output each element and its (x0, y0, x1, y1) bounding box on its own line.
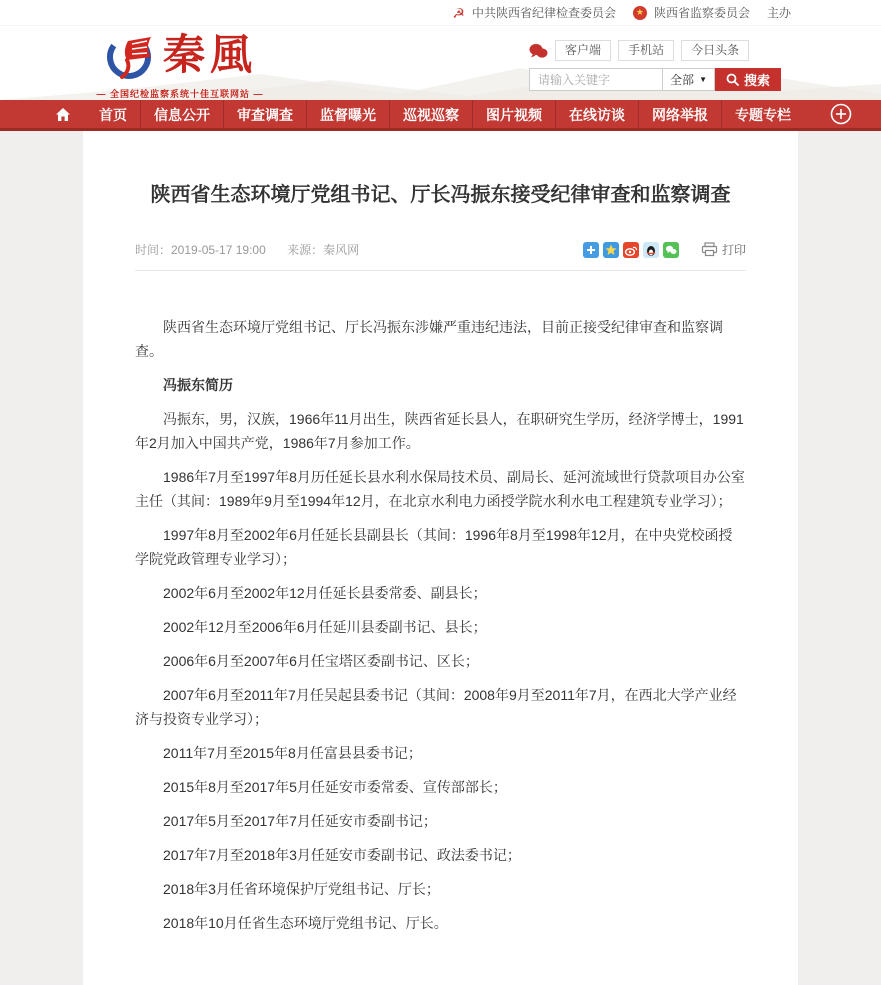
search-category-select[interactable] (662, 69, 714, 90)
qzone-icon[interactable] (603, 242, 619, 258)
topbar-org2[interactable]: 陕西省监察委员会 (653, 6, 750, 20)
paragraph: 1986年7月至1997年8月历任延长县水利水保局技术员、副局长、延河流域世行贷款项目办公室主任（其间：1989年9月至1994年12月，在北京水利电力函授学院水利水电工程建筑专业学习）； (135, 469, 745, 509)
meta-right (583, 241, 746, 258)
paragraph: 2002年6月至2002年12月任延长县委常委、副县长； (163, 585, 487, 601)
paragraph: 2015年8月至2017年5月任延安市委常委、宣传部部长； (163, 779, 507, 795)
meta-left (135, 241, 377, 258)
national-emblem-icon: ★ (633, 6, 647, 20)
print-label: 打印 (721, 243, 746, 257)
nav-item[interactable]: 专题专栏 (721, 100, 804, 128)
wechat-red-icon[interactable] (529, 43, 548, 59)
main-nav (0, 100, 881, 131)
chevron-down-icon: ▼ (699, 75, 707, 84)
search-button-label: 搜索 (743, 73, 770, 88)
search-button[interactable] (715, 68, 781, 91)
paragraph: 2018年3月任省环境保护厅党组书记、厅长； (163, 881, 440, 897)
paragraph: 冯振东，男，汉族，1966年11月出生，陕西省延长县人，在职研究生学历，经济学博士，1991年2月加入中国共产党，1986年7月参加工作。 (135, 411, 744, 451)
print-button[interactable] (701, 241, 746, 258)
paragraph: 2018年10月任省生态环境厅党组书记、厅长。 (163, 915, 448, 931)
weibo-icon[interactable] (623, 242, 639, 258)
article-meta (135, 241, 746, 271)
paragraph: 冯振东简历 (163, 377, 233, 393)
nav-item[interactable]: 巡视巡察 (389, 100, 472, 128)
nav-item[interactable]: 网络举报 (638, 100, 721, 128)
quick-link-button[interactable]: 手机站 (618, 40, 674, 61)
nav-item[interactable]: 图片视频 (472, 100, 555, 128)
search-category-value: 全部 (670, 73, 695, 87)
article-body (135, 315, 746, 935)
search-row (529, 68, 781, 91)
topbar-org1[interactable]: 中共陕西省纪律检查委员会 (471, 6, 616, 20)
nav-item[interactable]: 监督曝光 (306, 100, 389, 128)
paragraph: 2017年5月至2017年7月任延安市委副书记； (163, 813, 437, 829)
quick-link-button[interactable]: 今日头条 (681, 40, 749, 61)
paragraph: 2007年6月至2011年7月任吴起县委书记（其间：2008年9月至2011年7月，在西北大学产业经济与投资专业学习）； (135, 687, 737, 727)
search-box (529, 68, 715, 91)
home-icon[interactable] (45, 100, 86, 128)
nav-item[interactable]: 首页 (99, 107, 127, 123)
printer-icon (701, 242, 718, 257)
nav-expand-button[interactable] (830, 100, 852, 128)
paragraph: 2011年7月至2015年8月任富县县委书记； (163, 745, 422, 761)
party-emblem-icon: ☭ (452, 4, 465, 21)
wechat-icon[interactable] (663, 242, 679, 258)
plus-circle-icon (830, 103, 852, 125)
meta-source: 来源：秦风网 (287, 243, 360, 257)
quick-link-button[interactable]: 客户端 (555, 40, 611, 61)
quick-links (529, 40, 781, 61)
search-input[interactable] (530, 69, 662, 90)
paragraph: 2002年12月至2006年6月任延川县委副书记、县长； (163, 619, 487, 635)
paragraph: 陕西省生态环境厅党组书记、厅长冯振东涉嫌严重违纪违法，目前正接受纪律审查和监察调查。 (135, 319, 723, 359)
paragraph: 2017年7月至2018年3月任延安市委副书记、政法委书记； (163, 847, 521, 863)
nav-item[interactable]: 在线访谈 (555, 100, 638, 128)
logo-emblem-icon (103, 28, 159, 84)
paragraph: 1997年8月至2002年6月任延长县副县长（其间：1996年8月至1998年12月，在中央党校函授学院党政管理专业学习）； (135, 527, 733, 567)
paragraph: 2006年6月至2007年6月任宝塔区委副书记、区长； (163, 653, 479, 669)
topbar (0, 0, 881, 26)
share-more-icon[interactable] (583, 242, 599, 258)
qq-icon[interactable] (643, 242, 659, 258)
logo-slogan: — 全国纪检监察系统十佳互联网站 — (96, 89, 264, 99)
site-header (0, 26, 881, 100)
site-logo[interactable] (92, 28, 268, 100)
topbar-suffix: 主办 (766, 6, 791, 20)
article-title: 陕西省生态环境厅党组书记、厅长冯振东接受纪律审查和监察调查 (150, 184, 731, 206)
meta-time: 时间：2019-05-17 19:00 (135, 243, 266, 257)
nav-item[interactable]: 信息公开 (140, 100, 223, 128)
header-right (529, 40, 781, 91)
search-icon (726, 73, 739, 86)
nav-item[interactable]: 审查调查 (223, 100, 306, 128)
logo-title: 秦風 (162, 33, 257, 79)
article-container (83, 131, 798, 985)
